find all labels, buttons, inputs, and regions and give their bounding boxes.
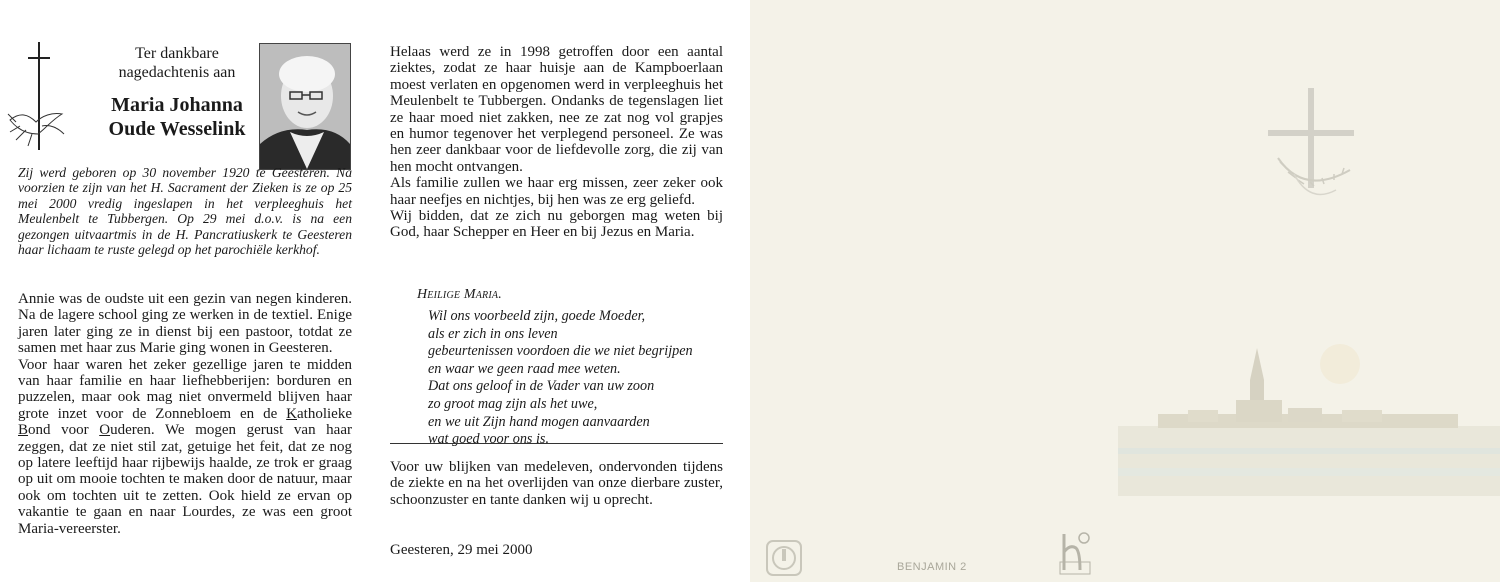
prayer-line: Wil ons voorbeeld zijn, goede Moeder, — [428, 308, 646, 324]
biography-left-column — [18, 291, 352, 537]
portrait-photo — [259, 43, 351, 170]
paragraph-illness: Helaas werd ze in 1998 getroffen door een aantal ziektes, zodat ze haar huisje aan de Kampboerlaan moest verlaten en opgenomen werd in verpleeghuis het Meulenbelt te Tubbergen. Ondanks de tegenslagen liet ze haar moed niet zakken, nee ze zat nog vol grapjes en humor tegenover het verplegend personeel. Ze was hen zeer dankbaar voor de liefdevolle zorg, die zij van hen mocht ontvangen. — [390, 44, 723, 175]
prayer-line: gebeurtenissen voordoen die we niet begrijpen — [428, 343, 693, 360]
cross-dove-icon — [6, 42, 66, 162]
printer-logo-icon — [1058, 530, 1092, 578]
paragraph-childhood: Annie was de oudste uit een gezin van negen kinderen. Na de lagere school ging ze werken in de textiel. Enige jaren later ging ze in dienst bij een pastoor, totdat ze samen met haar zus Marie ging wonen in Geesteren. — [18, 291, 352, 357]
heading-line-1: Ter dankbare — [135, 45, 219, 62]
intro-text: Zij werd geboren op 30 november 1920 te Geesteren. Na voorzien te zijn van het H. Sacrament der Zieken is ze op 25 mei 2000 vredig ingeslapen in het verpleeghuis het Meulenbelt te Tubbergen. Op 29 mei d.o.v. is na een gezongen uitvaartmis in de H. Pancratiuskerk te Geesteren haar lichaam te ruste gelegd op het parochiële kerkhof. — [18, 165, 352, 258]
thanks-text: Voor uw blijken van medeleven, ondervonden tijdens de ziekte en na het overlijden van onze dierbare zuster, schoonzuster en tante danken wij u oprecht. — [390, 459, 723, 508]
portrait-image — [260, 44, 350, 169]
section-divider — [390, 443, 723, 444]
paragraph-hobbies: Voor haar waren het zeker gezellige jaren te midden van haar familie en haar liefhebberijen: borduren en puzzelen, maar ook mag niet onvermeld blijven haar grote inzet voor de Zonnebloem en de Katholieke Bond voor Ouderen. We mogen gerust van haar zeggen, dat ze niet stil zat, getuige het feit, dat ze nog op latere leeftijd haar rijbewijs haalde, ze trok er graag op uit om mooie tochten te maken door de natuur, maar ook om tochten uit te zetten. Ook hield ze ervan op vakantie te gaan en naar Lourdes, ze was een groot Maria-vereerster. — [18, 356, 352, 537]
prayer-line: wat goed voor ons is. — [428, 431, 549, 448]
design-name: BENJAMIN 2 — [897, 561, 967, 573]
prayer-line: en waar we geen raad mee weten. — [428, 360, 621, 377]
prayer-line: als er zich in ons leven — [428, 325, 558, 342]
prayer-line: Dat ons geloof in de Vader van uw zoon — [428, 378, 655, 395]
publisher-logo-icon — [766, 540, 802, 576]
prayer-text — [428, 308, 728, 449]
place-date: Geesteren, 29 mei 2000 — [390, 542, 533, 558]
village-landscape-icon — [1118, 330, 1500, 520]
prayer-title: Heilige Maria. — [417, 287, 502, 302]
heading-line-2: nagedachtenis aan — [118, 64, 236, 81]
cross-palm-icon — [1264, 88, 1364, 218]
card-back — [750, 0, 1500, 582]
deceased-surname: Oude Wesselink — [108, 118, 246, 140]
biography-right-column — [390, 44, 723, 241]
paragraph-prayer-intro: Wij bidden, dat ze zich nu geborgen mag weten bij God, haar Schepper en Heer en bij Jezus en Maria. — [390, 208, 723, 241]
deceased-first-names: Maria Johanna — [111, 94, 243, 116]
prayer-line: en we uit Zijn hand mogen aanvaarden — [428, 413, 650, 430]
paragraph-family: Als familie zullen we haar erg missen, zeer zeker ook haar neefjes en nichtjes, bij hen was ze erg geliefd. — [390, 175, 723, 208]
prayer-line: zo groot mag zijn als het uwe, — [428, 395, 598, 412]
